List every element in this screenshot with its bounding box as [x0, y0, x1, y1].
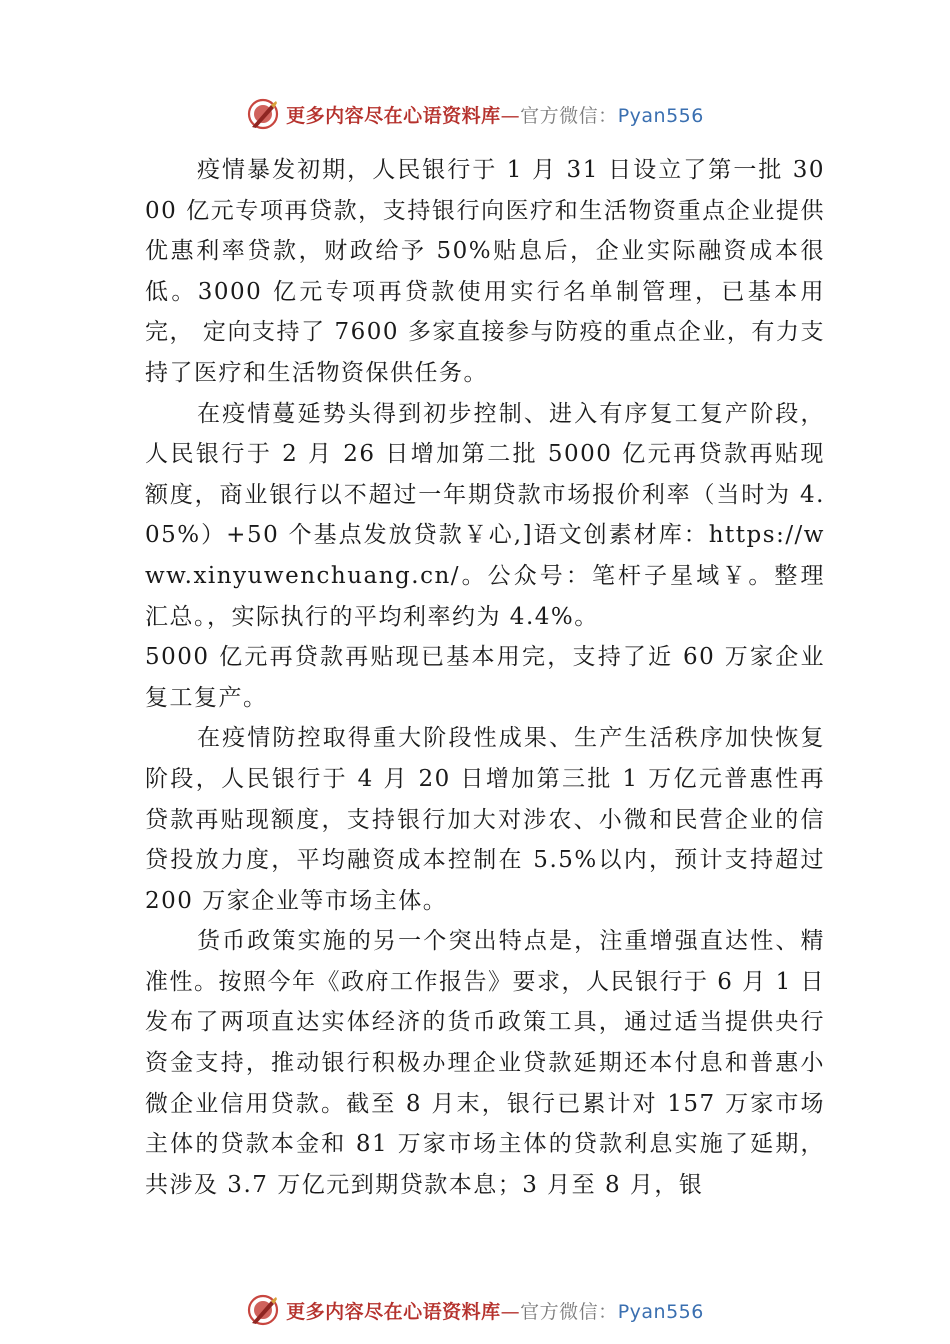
banner-separator: — [500, 1300, 521, 1323]
banner-text [286, 101, 704, 128]
paragraph-1: 疫情暴发初期，人民银行于 1 月 31 日设立了第一批 3000 亿元专项再贷款，支持银行向医疗和生活物资重点企业提供优惠利率贷款，财政给予 50%贴息后，企业实际融资成本很低。3000 亿元专项再贷款使用实行名单制管理，已基本用完， 定向支持了 7600 多家直接参与防疫的重点企业，有力支持了医疗和生活物资保供任务。 [145, 157, 825, 386]
banner-handle: Pyan556 [617, 1300, 704, 1323]
paragraph-2: 在疫情蔓延势头得到初步控制、进入有序复工复产阶段，人民银行于 2 月 26 日增加第二批 5000 亿元再贷款再贴现额度，商业银行以不超过一年期贷款市场报价利率（当时为 4.05%）+50 个基点发放贷款￥心,]语文创素材库：https://www.xinyuwenchuang.cn/。公众号：笔杆子星域￥。整理汇总。，实际执行的平均利率约为 4.4%。 [145, 400, 825, 630]
banner-separator: — [500, 104, 521, 127]
banner-label: 官方微信： [520, 104, 618, 127]
brush-logo-icon [246, 97, 280, 131]
paragraph-4: 在疫情防控取得重大阶段性成果、生产生活秩序加快恢复阶段，人民银行于 4 月 20 日增加第三批 1 万亿元普惠性再贷款再贴现额度，支持银行加大对涉农、小微和民营企业的信贷投放力度，平均融资成本控制在 5.5%以内，预计支持超过 200 万家企业等市场主体。 [145, 725, 825, 914]
footer-banner [0, 1290, 950, 1330]
paragraph-3: 5000 亿元再贷款再贴现已基本用完，支持了近 60 万家企业复工复产。 [145, 644, 825, 711]
document-body [145, 150, 825, 1205]
banner-title: 更多内容尽在心语资料库 [286, 104, 501, 127]
banner-text [286, 1297, 704, 1324]
paragraph-5: 货币政策实施的另一个突出特点是，注重增强直达性、精准性。按照今年《政府工作报告》要求，人民银行于 6 月 1 日发布了两项直达实体经济的货币政策工具，通过适当提供央行资金支持，推动银行积极办理企业贷款延期还本付息和普惠小微企业信用贷款。截至 8 月末，银行已累计对 157 万家市场主体的贷款本金和 81 万家市场主体的贷款利息实施了延期，共涉及 3.7 万亿元到期贷款本息；3 月至 8 月，银 [145, 928, 826, 1198]
banner-label: 官方微信： [520, 1300, 618, 1323]
brush-logo-icon [246, 1293, 280, 1327]
banner-handle: Pyan556 [617, 104, 704, 127]
header-banner [0, 94, 950, 134]
banner-title: 更多内容尽在心语资料库 [286, 1300, 501, 1323]
